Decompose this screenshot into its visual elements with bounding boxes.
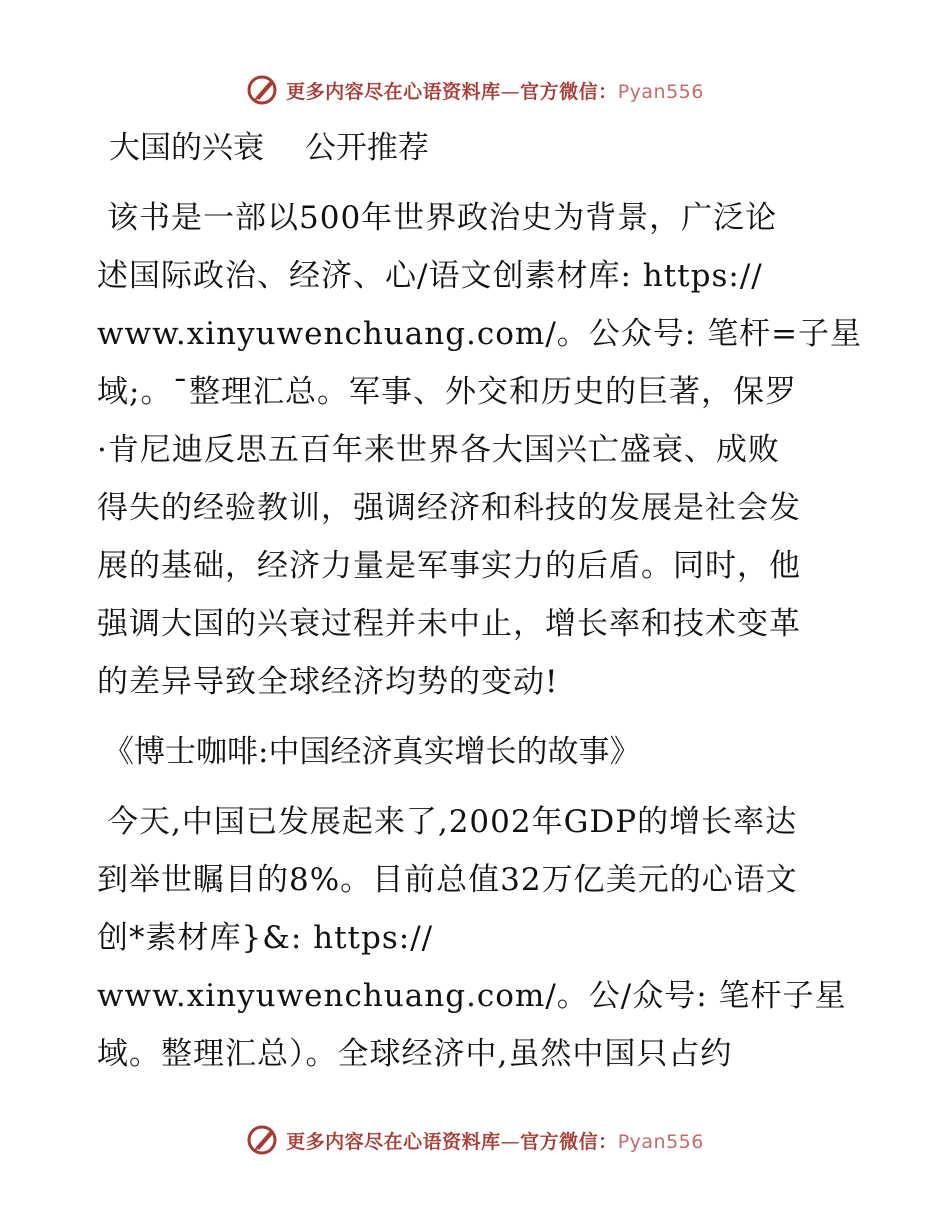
banner-handle: Pyan556 [617, 80, 704, 103]
paragraph-line: 到举世瞩目的8%。目前总值32万亿美元的心语文 [97, 862, 798, 898]
paragraph-line: 域;。¯整理汇总。军事、外交和历史的巨著，保罗 [97, 374, 797, 410]
page-title: 大国的兴衰 公开推荐 [109, 130, 429, 166]
banner-text [286, 77, 704, 104]
footer-banner [0, 1120, 950, 1160]
paragraph-line: www.xinyuwenchuang.com/。公/众号: 笔杆子星 [97, 978, 847, 1014]
paragraph-line: www.xinyuwenchuang.com/。公众号: 笔杆=子星 [97, 316, 863, 352]
paragraph-line: 强调大国的兴衰过程并未中止，增长率和技术变革 [97, 606, 801, 642]
paragraph-line: 创*素材库}&: https:// [97, 920, 434, 956]
paragraph-2 [97, 793, 857, 1083]
paragraph-line: 域。整理汇总）。全球经济中,虽然中国只占约 [97, 1036, 733, 1072]
paragraph-line: 该书是一部以500年世界政治史为背景，广泛论 [107, 200, 778, 236]
banner-main-text: 更多内容尽在心语资料库 [286, 80, 501, 103]
banner-official-label: 官方微信： [520, 1130, 618, 1153]
paragraph-line: 展的基础，经济力量是军事实力的后盾。同时，他 [97, 548, 801, 584]
paragraph-line: 的差异导致全球经济均势的变动! [97, 664, 559, 700]
quill-pen-logo-icon [246, 73, 280, 107]
quill-pen-logo-icon [246, 1123, 280, 1157]
paragraph-line: ·肯尼迪反思五百年来世界各大国兴亡盛衰、成败 [97, 432, 780, 468]
banner-text [286, 1127, 704, 1154]
paragraph-1 [97, 189, 863, 711]
document-body [97, 125, 863, 1091]
banner-handle: Pyan556 [617, 1130, 704, 1153]
banner-dash: — [500, 1130, 521, 1153]
paragraph-line: 今天,中国已发展起来了,2002年GDP的增长率达 [107, 804, 798, 840]
header-banner [0, 70, 950, 110]
book-title: 《博士咖啡:中国经济真实增长的故事》 [103, 734, 641, 770]
paragraph-line: 述国际政治、经济、心/语文创素材库: https:// [97, 258, 763, 294]
banner-dash: — [500, 80, 521, 103]
banner-main-text: 更多内容尽在心语资料库 [286, 1130, 501, 1153]
banner-official-label: 官方微信： [520, 80, 618, 103]
paragraph-line: 得失的经验教训，强调经济和科技的发展是社会发 [97, 490, 801, 526]
